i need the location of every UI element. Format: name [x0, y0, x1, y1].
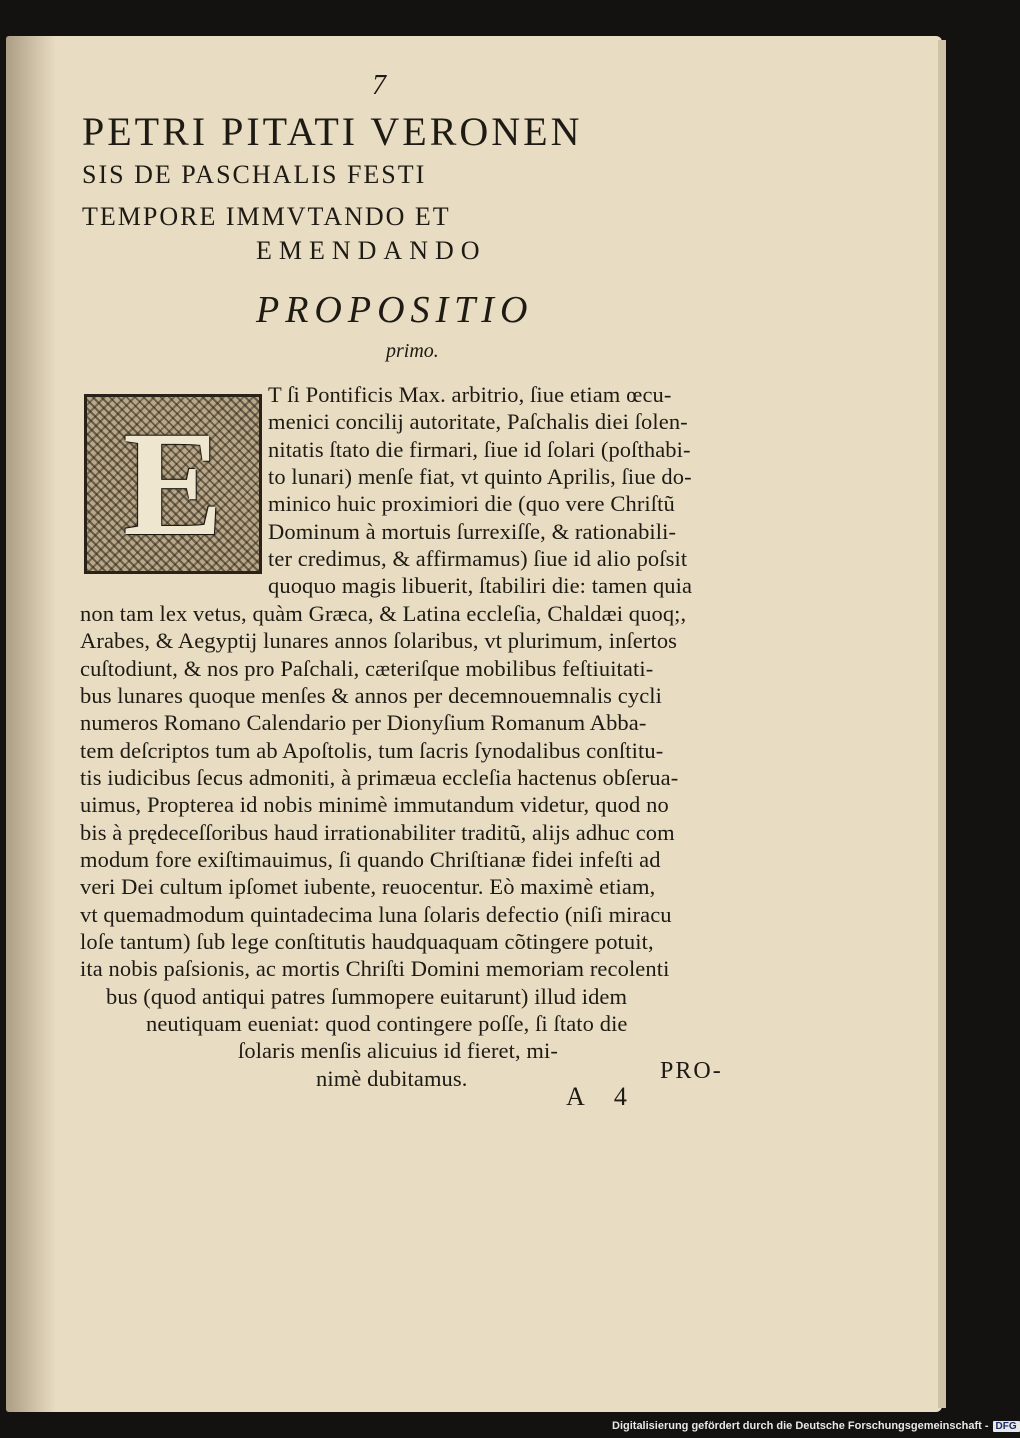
decorated-initial [84, 394, 262, 574]
title-line-2: SIS DE PASCHALIS FESTI [82, 160, 427, 189]
body-line: minico huic proximiori die (quo vere Chriſtũ [268, 491, 675, 517]
title-line-3: TEMPORE IMMVTANDO ET [82, 202, 451, 231]
body-line: nitatis ſtato die firmari, ſiue id ſolari (poſthabi- [268, 436, 691, 462]
body-line: menici concilij autoritate, Paſchalis diei ſolen- [268, 409, 688, 435]
body-line: Dominum à mortuis ſurrexiſſe, & rationabili- [268, 518, 677, 544]
body-line: tem deſcriptos tum ab Apoſtolis, tum ſacris ſynodalibus conſtitu- [80, 737, 664, 763]
body-line: veri Dei cultum ipſomet iubente, reuocentur. Eò maximè etiam, [80, 874, 656, 900]
body-line: modum fore exiſtimauimus, ſi quando Chriſtianæ fidei infeſti ad [80, 846, 661, 872]
page-edge [938, 40, 946, 1408]
body-line: Arabes, & Aegyptij lunares annos ſolaribus, vt plurimum, inſertos [80, 628, 678, 654]
digitization-footer [612, 1418, 1020, 1434]
body-line: loſe tantum) ſub lege conſtitutis haudquaquam cõtingere potuit, [80, 929, 654, 954]
body-line: tis iudicibus ſecus admoniti, à primæua eccleſia hactenus obſerua- [80, 764, 679, 790]
footer-text: Digitalisierung gefördert durch die Deutsche Forschungsgemeinschaft - [612, 1420, 989, 1432]
body-line: T ſi Pontificis Max. arbitrio, ſiue etiam œcu- [268, 382, 672, 407]
page-number: 7 [372, 70, 386, 101]
body-line: ſolaris menſis alicuius id fieret, mi- [238, 1038, 558, 1064]
body-line: bis à prędeceſſoribus haud irrationabiliter traditũ, alijs adhuc com [80, 819, 675, 845]
dfg-logo: DFG [993, 1421, 1020, 1432]
title-line-1: PETRI PITATI VERONEN [82, 109, 583, 154]
initial-letter: E [122, 401, 224, 567]
section-subheading: primo. [386, 340, 439, 362]
body-line: to lunari) menſe fiat, vt quinto Aprilis, ſiue do- [268, 464, 692, 490]
signature-mark: A 4 [566, 1082, 639, 1111]
gutter-shadow [6, 36, 56, 1412]
body-line: cuſtodiunt, & nos pro Paſchali, cæteriſque mobilibus feſtiuitati- [80, 655, 654, 681]
body-line: bus (quod antiqui patres ſummopere euitarunt) illud idem [106, 983, 628, 1009]
body-line: quoquo magis libuerit, ſtabiliri die: tamen quia [268, 573, 693, 599]
body-line: non tam lex vetus, quàm Græca, & Latina eccleſia, Chaldæi quoq;, [80, 600, 687, 626]
body-line: nimè dubitamus. [316, 1065, 468, 1091]
catchword: PRO- [660, 1058, 723, 1084]
section-heading: PROPOSITIO [256, 289, 534, 331]
body-line: neutiquam eueniat: quod contingere poſſe, ſi ſtato die [146, 1011, 628, 1037]
body-line: ita nobis paſsionis, ac mortis Chriſti Domini memoriam recolenti [80, 956, 670, 982]
body-line: vt quemadmodum quintadecima luna ſolaris defectio (niſi miracu [80, 901, 672, 927]
title-line-4: EMENDANDO [256, 236, 487, 265]
body-line: ter credimus, & affirmamus) ſiue id alio poſsit [268, 546, 688, 572]
body-line: uimus, Propterea id nobis minimè immutandum videtur, quod no [80, 792, 669, 818]
body-line: bus lunares quoque menſes & annos per decemnouemnalis cycli [80, 682, 662, 708]
body-line: numeros Romano Calendario per Dionyſium Romanum Abba- [80, 710, 647, 736]
